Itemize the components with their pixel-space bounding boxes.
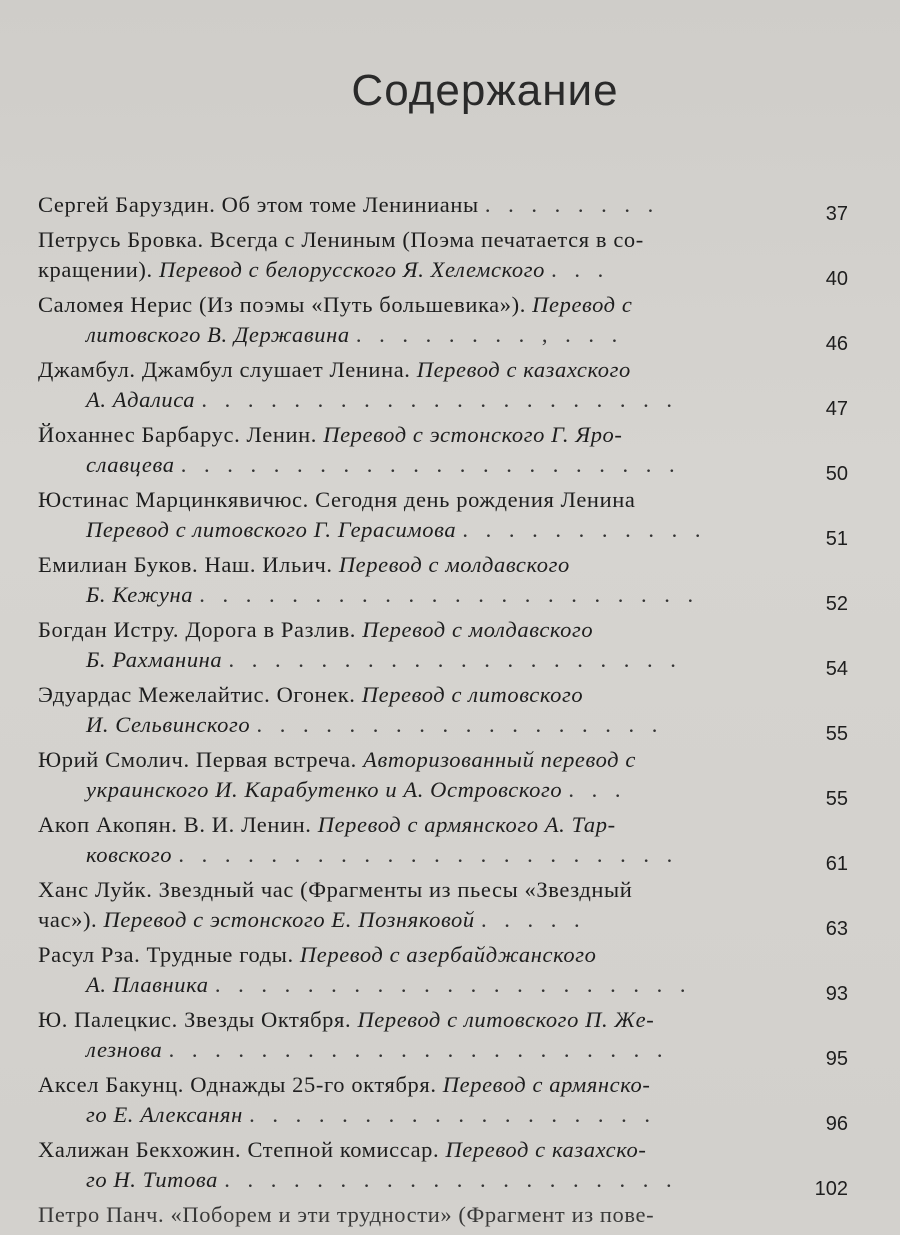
toc-entry bbox=[38, 615, 848, 680]
toc-entry-line bbox=[38, 190, 848, 220]
toc-entry-line bbox=[38, 680, 848, 710]
toc-entry-author-title: Емилиан Буков. Наш. Ильич. bbox=[38, 552, 339, 577]
toc-entry bbox=[38, 1005, 848, 1070]
toc-page-number: 55 bbox=[825, 723, 848, 745]
toc-entry-line bbox=[38, 745, 848, 775]
toc-entry-translation: Перевод с армянского А. Тар- bbox=[317, 812, 616, 837]
toc-entry-author-title: Петро Панч. «Поборем и эти трудности» (Фрагмент из пове- bbox=[38, 1202, 655, 1227]
toc-entry-author-title: Ханс Луйк. Звездный час (Фрагменты из пьесы «Звездный bbox=[38, 877, 633, 902]
toc-entry-translation: Перевод с азербайджанского bbox=[299, 942, 597, 967]
toc-entry bbox=[38, 550, 848, 615]
toc-entry-line bbox=[38, 840, 848, 870]
toc-page-number: 96 bbox=[825, 1113, 848, 1135]
toc-entry-line bbox=[38, 255, 848, 285]
toc-page-number: 46 bbox=[825, 333, 848, 355]
leader-dots: . . . bbox=[568, 777, 627, 802]
toc-entry-text: кращении). bbox=[38, 257, 159, 282]
toc-entry-line bbox=[38, 615, 848, 645]
leader-dots: . . . . . . . . . . . . . . . . . . . . bbox=[228, 647, 682, 672]
toc-entry-translation: Перевод с молдавского bbox=[338, 552, 570, 577]
toc-entry-translator: ковского bbox=[86, 842, 173, 867]
toc-entry-translation: Перевод с литовского bbox=[361, 682, 584, 707]
toc-entry bbox=[38, 810, 848, 875]
toc-entry bbox=[38, 485, 848, 550]
leader-dots: . . . . . . . . . . . . . . . . . . . . . bbox=[214, 972, 692, 997]
toc-entry-line bbox=[38, 320, 848, 350]
toc-entry-translator: Перевод с литовского Г. Герасимова bbox=[86, 517, 457, 542]
toc-entry-line bbox=[38, 355, 848, 385]
toc-entry-translator: славцева bbox=[86, 452, 175, 477]
leader-dots: . . . . . . . . . . . . . . . . . . . . . bbox=[201, 387, 678, 412]
toc-entry-author-title: Сергей Баруздин. Об этом томе Ленинианы bbox=[38, 192, 479, 217]
toc-entry-line bbox=[38, 940, 848, 970]
toc-entry-line bbox=[38, 385, 848, 415]
toc-entry bbox=[38, 875, 848, 940]
toc-entry-line bbox=[38, 1200, 848, 1230]
toc-entry-translator: Перевод с белорусского Я. Хелемского bbox=[158, 257, 545, 282]
toc-entry-translation: Перевод с казахского bbox=[416, 357, 631, 382]
toc-entry-text: час»). bbox=[38, 907, 104, 932]
leader-dots: . . . bbox=[551, 257, 610, 282]
toc-entry-author-title: Акоп Акопян. В. И. Ленин. bbox=[38, 812, 318, 837]
toc-entry-translator: А. Адалиса bbox=[86, 387, 196, 412]
toc-entry bbox=[38, 290, 848, 355]
toc-entry-translator: го Е. Алексанян bbox=[86, 1102, 243, 1127]
page-title: Содержание bbox=[351, 66, 619, 115]
toc-entry-line bbox=[38, 450, 848, 480]
toc-page-number: 54 bbox=[825, 658, 848, 680]
leader-dots: . . . . . . . . . . . . . . . . . . . . . . bbox=[178, 842, 679, 867]
toc-entry-line bbox=[38, 810, 848, 840]
toc-entry-line bbox=[38, 1135, 848, 1165]
toc-entry-translation: Перевод с молдавского bbox=[362, 617, 594, 642]
toc-entry-line bbox=[38, 710, 848, 740]
toc-entry-author-title: Юстинас Марцинкявичюс. Сегодня день рождения Ленина bbox=[38, 487, 636, 512]
toc-page-number: 40 bbox=[825, 268, 848, 290]
toc-entry-author-title: Богдан Истру. Дорога в Разлив. bbox=[38, 617, 363, 642]
leader-dots: . . . . . . . . , . . . bbox=[355, 322, 624, 347]
toc-entry bbox=[38, 190, 848, 225]
toc-entry bbox=[38, 1070, 848, 1135]
leader-dots: . . . . . . . . . . . . . . . . . . . . bbox=[224, 1167, 678, 1192]
toc-entry-author-title: Халижан Бекхожин. Степной комиссар. bbox=[38, 1137, 446, 1162]
toc-entry bbox=[38, 225, 848, 290]
toc-entry-author-title: Эдуардас Межелайтис. Огонек. bbox=[38, 682, 362, 707]
toc-page-number: 102 bbox=[814, 1178, 848, 1200]
leader-dots: . . . . . bbox=[480, 907, 586, 932]
toc-entry-line bbox=[38, 970, 848, 1000]
toc-entry bbox=[38, 680, 848, 745]
toc-entry-line bbox=[38, 1070, 848, 1100]
toc-entry bbox=[38, 355, 848, 420]
toc-entry-author-title: Саломея Нерис (Из поэмы «Путь большевика»). bbox=[38, 292, 533, 317]
toc-entry-line bbox=[38, 1005, 848, 1035]
toc-page-number: 55 bbox=[825, 788, 848, 810]
toc-entry-translator: Перевод с эстонского Е. Позняковой bbox=[103, 907, 475, 932]
table-of-contents bbox=[38, 190, 848, 1235]
leader-dots: . . . . . . . . . . . . . . . . . . . . . . bbox=[180, 452, 681, 477]
leader-dots: . . . . . . . . . . . . . . . . . . . . . . bbox=[199, 582, 700, 607]
toc-entry-line bbox=[38, 875, 848, 905]
toc-entry-translation: Перевод с казахско- bbox=[445, 1137, 647, 1162]
toc-entry-line bbox=[38, 775, 848, 805]
toc-entry-line bbox=[38, 420, 848, 450]
toc-entry-author-title: Джамбул. Джамбул слушает Ленина. bbox=[38, 357, 417, 382]
toc-entry-line bbox=[38, 1100, 848, 1130]
toc-entry bbox=[38, 940, 848, 1005]
toc-entry-translation: Перевод с эстонского Г. Яро- bbox=[323, 422, 623, 447]
toc-entry-author-title: Расул Рза. Трудные годы. bbox=[38, 942, 300, 967]
toc-page-number: 50 bbox=[825, 463, 848, 485]
toc-entry-line bbox=[38, 515, 848, 545]
toc-entry-line bbox=[38, 550, 848, 580]
leader-dots: . . . . . . . . . . . . . . . . . . bbox=[256, 712, 664, 737]
toc-page-number: 52 bbox=[825, 593, 848, 615]
toc-entry-translator: го Н. Титова bbox=[86, 1167, 218, 1192]
toc-page-number: 51 bbox=[825, 528, 848, 550]
toc-entry-line bbox=[38, 645, 848, 675]
toc-entry-translator: И. Сельвинского bbox=[86, 712, 251, 737]
toc-entry-line bbox=[38, 905, 848, 935]
toc-entry-line bbox=[38, 1035, 848, 1065]
toc-page-number: 95 bbox=[825, 1048, 848, 1070]
leader-dots: . . . . . . . . bbox=[484, 192, 660, 217]
leader-dots: . . . . . . . . . . . . . . . . . . . . . . bbox=[168, 1037, 669, 1062]
toc-entry-translation: Перевод с bbox=[532, 292, 633, 317]
toc-page-number: 61 bbox=[825, 853, 848, 875]
toc-page-number: 63 bbox=[825, 918, 848, 940]
toc-entry-translator: литовского В. Державина bbox=[86, 322, 350, 347]
toc-entry bbox=[38, 420, 848, 485]
toc-entry-line bbox=[38, 580, 848, 610]
toc-entry-author-title: Ю. Палецкис. Звезды Октября. bbox=[38, 1007, 358, 1032]
toc-entry-author-title: Аксел Бакунц. Однажды 25-го октября. bbox=[38, 1072, 443, 1097]
toc-entry-translator: А. Плавника bbox=[86, 972, 209, 997]
toc-entry-author-title: Петрусь Бровка. Всегда с Лениным (Поэма печатается в со- bbox=[38, 227, 644, 252]
leader-dots: . . . . . . . . . . . bbox=[462, 517, 707, 542]
toc-entry bbox=[38, 745, 848, 810]
toc-entry bbox=[38, 1135, 848, 1200]
toc-entry-translator: украинского И. Карабутенко и А. Островского bbox=[86, 777, 563, 802]
leader-dots: . . . . . . . . . . . . . . . . . . bbox=[249, 1102, 656, 1127]
toc-entry-translator: Б. Рахманина bbox=[86, 647, 223, 672]
toc-entry-translation: Перевод с литовского П. Же- bbox=[357, 1007, 655, 1032]
toc-entry bbox=[38, 1200, 848, 1230]
toc-entry-translation: Перевод с армянско- bbox=[442, 1072, 651, 1097]
toc-entry-author-title: Йоханнес Барбарус. Ленин. bbox=[38, 422, 324, 447]
toc-page-number: 93 bbox=[825, 983, 848, 1005]
toc-entry-author-title: Юрий Смолич. Первая встреча. bbox=[38, 747, 364, 772]
toc-entry-line bbox=[38, 1165, 848, 1195]
toc-entry-line bbox=[38, 485, 848, 515]
toc-entry-translator: лезнова bbox=[86, 1037, 163, 1062]
toc-entry-translator: Б. Кежуна bbox=[86, 582, 194, 607]
toc-page-number: 47 bbox=[825, 398, 848, 420]
toc-entry-line bbox=[38, 290, 848, 320]
toc-page-number: 37 bbox=[825, 203, 848, 225]
toc-entry-translation: Авторизованный перевод с bbox=[363, 747, 636, 772]
toc-entry-line bbox=[38, 225, 848, 255]
